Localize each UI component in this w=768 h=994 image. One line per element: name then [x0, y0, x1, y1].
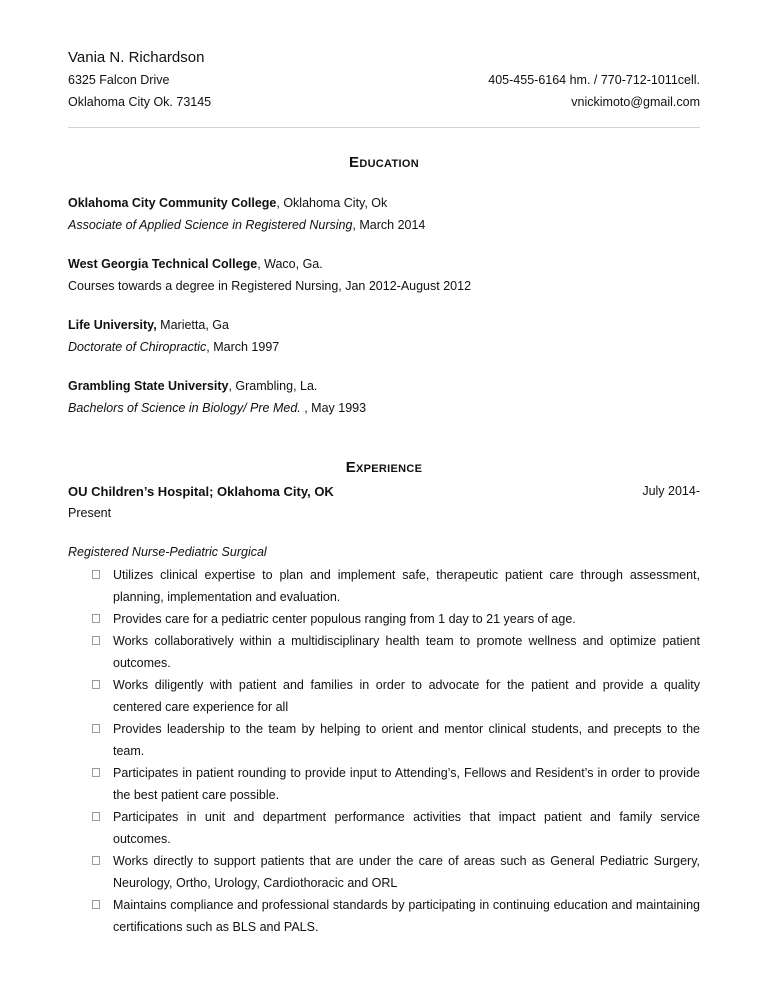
degree-date: , March 2014	[352, 218, 426, 232]
school-name: West Georgia Technical College	[68, 257, 258, 271]
responsibilities-list	[0, 564, 768, 938]
education-entry-1-title	[68, 196, 387, 210]
list-item-text: Participates in unit and department performance activities that impact patient and family service outcomes.	[113, 810, 700, 846]
list-item-text: Utilizes clinical expertise to plan and implement safe, therapeutic patient care through assessment, planning, implementation and evaluation.	[113, 568, 700, 604]
list-item-text: Works directly to support patients that are under the care of areas such as General Pediatric Surgery, Neurology, Ortho, Urology, Cardiothoracic and ORL	[113, 854, 700, 890]
list-item	[0, 762, 768, 806]
school-name: Life University,	[68, 318, 157, 332]
degree-date: , March 1997	[206, 340, 280, 354]
degree-name: Associate of Applied Science in Registered Nursing	[68, 218, 353, 232]
job-role: Registered Nurse-Pediatric Surgical	[68, 545, 267, 559]
list-item	[0, 674, 768, 718]
bullet-box-icon	[92, 768, 100, 777]
list-item-text: Maintains compliance and professional standards by participating in continuing education and maintaining certifications such as BLS and PALS.	[113, 898, 700, 934]
employment-start-date: July 2014-	[642, 484, 700, 498]
address-line-1: 6325 Falcon Drive	[68, 73, 170, 87]
applicant-name: Vania N. Richardson	[68, 49, 205, 66]
education-entry-2-title	[68, 257, 323, 271]
list-item	[0, 564, 768, 608]
experience-heading: Experience	[345, 459, 423, 476]
address-line-2: Oklahoma City Ok. 73145	[68, 95, 212, 109]
list-item	[0, 718, 768, 762]
school-name: Grambling State University	[68, 379, 229, 393]
list-item-text: Works diligently with patient and families in order to advocate for the patient and provide a quality centered care experience for all	[113, 678, 700, 714]
education-entry-4-title	[68, 379, 317, 393]
list-item-text: Provides leadership to the team by helping to orient and mentor clinical students, and precepts to the team.	[113, 722, 700, 758]
education-heading: Education	[349, 154, 419, 171]
phone-numbers: 405-455-6164 hm. / 770-712-1011cell.	[488, 73, 700, 87]
bullet-box-icon	[92, 900, 100, 909]
degree-name: Bachelors of Science in Biology/ Pre Med.	[68, 401, 305, 415]
degree-name: Doctorate of Chiropractic	[68, 340, 207, 354]
list-item	[0, 850, 768, 894]
bullet-box-icon	[92, 570, 100, 579]
list-item	[0, 630, 768, 674]
school-name: Oklahoma City Community College	[68, 196, 277, 210]
education-entry-4-degree	[68, 401, 366, 415]
bullet-box-icon	[92, 724, 100, 733]
degree-date: , May 1993	[304, 401, 367, 415]
list-item	[0, 608, 768, 630]
school-location: , Waco, Ga.	[257, 257, 323, 271]
school-location: Marietta, Ga	[156, 318, 229, 332]
bullet-box-icon	[92, 680, 100, 689]
list-item-text: Participates in patient rounding to provide input to Attending’s, Fellows and Resident’s in order to provide the best patient care possible.	[113, 766, 700, 802]
employment-end-date: Present	[68, 506, 112, 520]
education-entry-2-detail: Courses towards a degree in Registered Nursing, Jan 2012-August 2012	[68, 279, 472, 293]
school-location: , Oklahoma City, Ok	[276, 196, 388, 210]
email-address: vnickimoto@gmail.com	[571, 95, 700, 109]
school-location: , Grambling, La.	[228, 379, 318, 393]
employer-name: OU Children’s Hospital; Oklahoma City, OK	[68, 484, 334, 499]
list-item-text: Provides care for a pediatric center populous ranging from 1 day to 21 years of age.	[113, 612, 576, 626]
bullet-box-icon	[92, 636, 100, 645]
header-divider	[68, 127, 700, 128]
education-entry-3-degree	[68, 340, 279, 354]
education-entry-3-title	[68, 318, 229, 332]
bullet-box-icon	[92, 856, 100, 865]
list-item	[0, 806, 768, 850]
list-item	[0, 894, 768, 938]
education-entry-1-degree	[68, 218, 425, 232]
bullet-box-icon	[92, 614, 100, 623]
list-item-text: Works collaboratively within a multidisciplinary health team to promote wellness and optimize patient outcomes.	[113, 634, 700, 670]
bullet-box-icon	[92, 812, 100, 821]
